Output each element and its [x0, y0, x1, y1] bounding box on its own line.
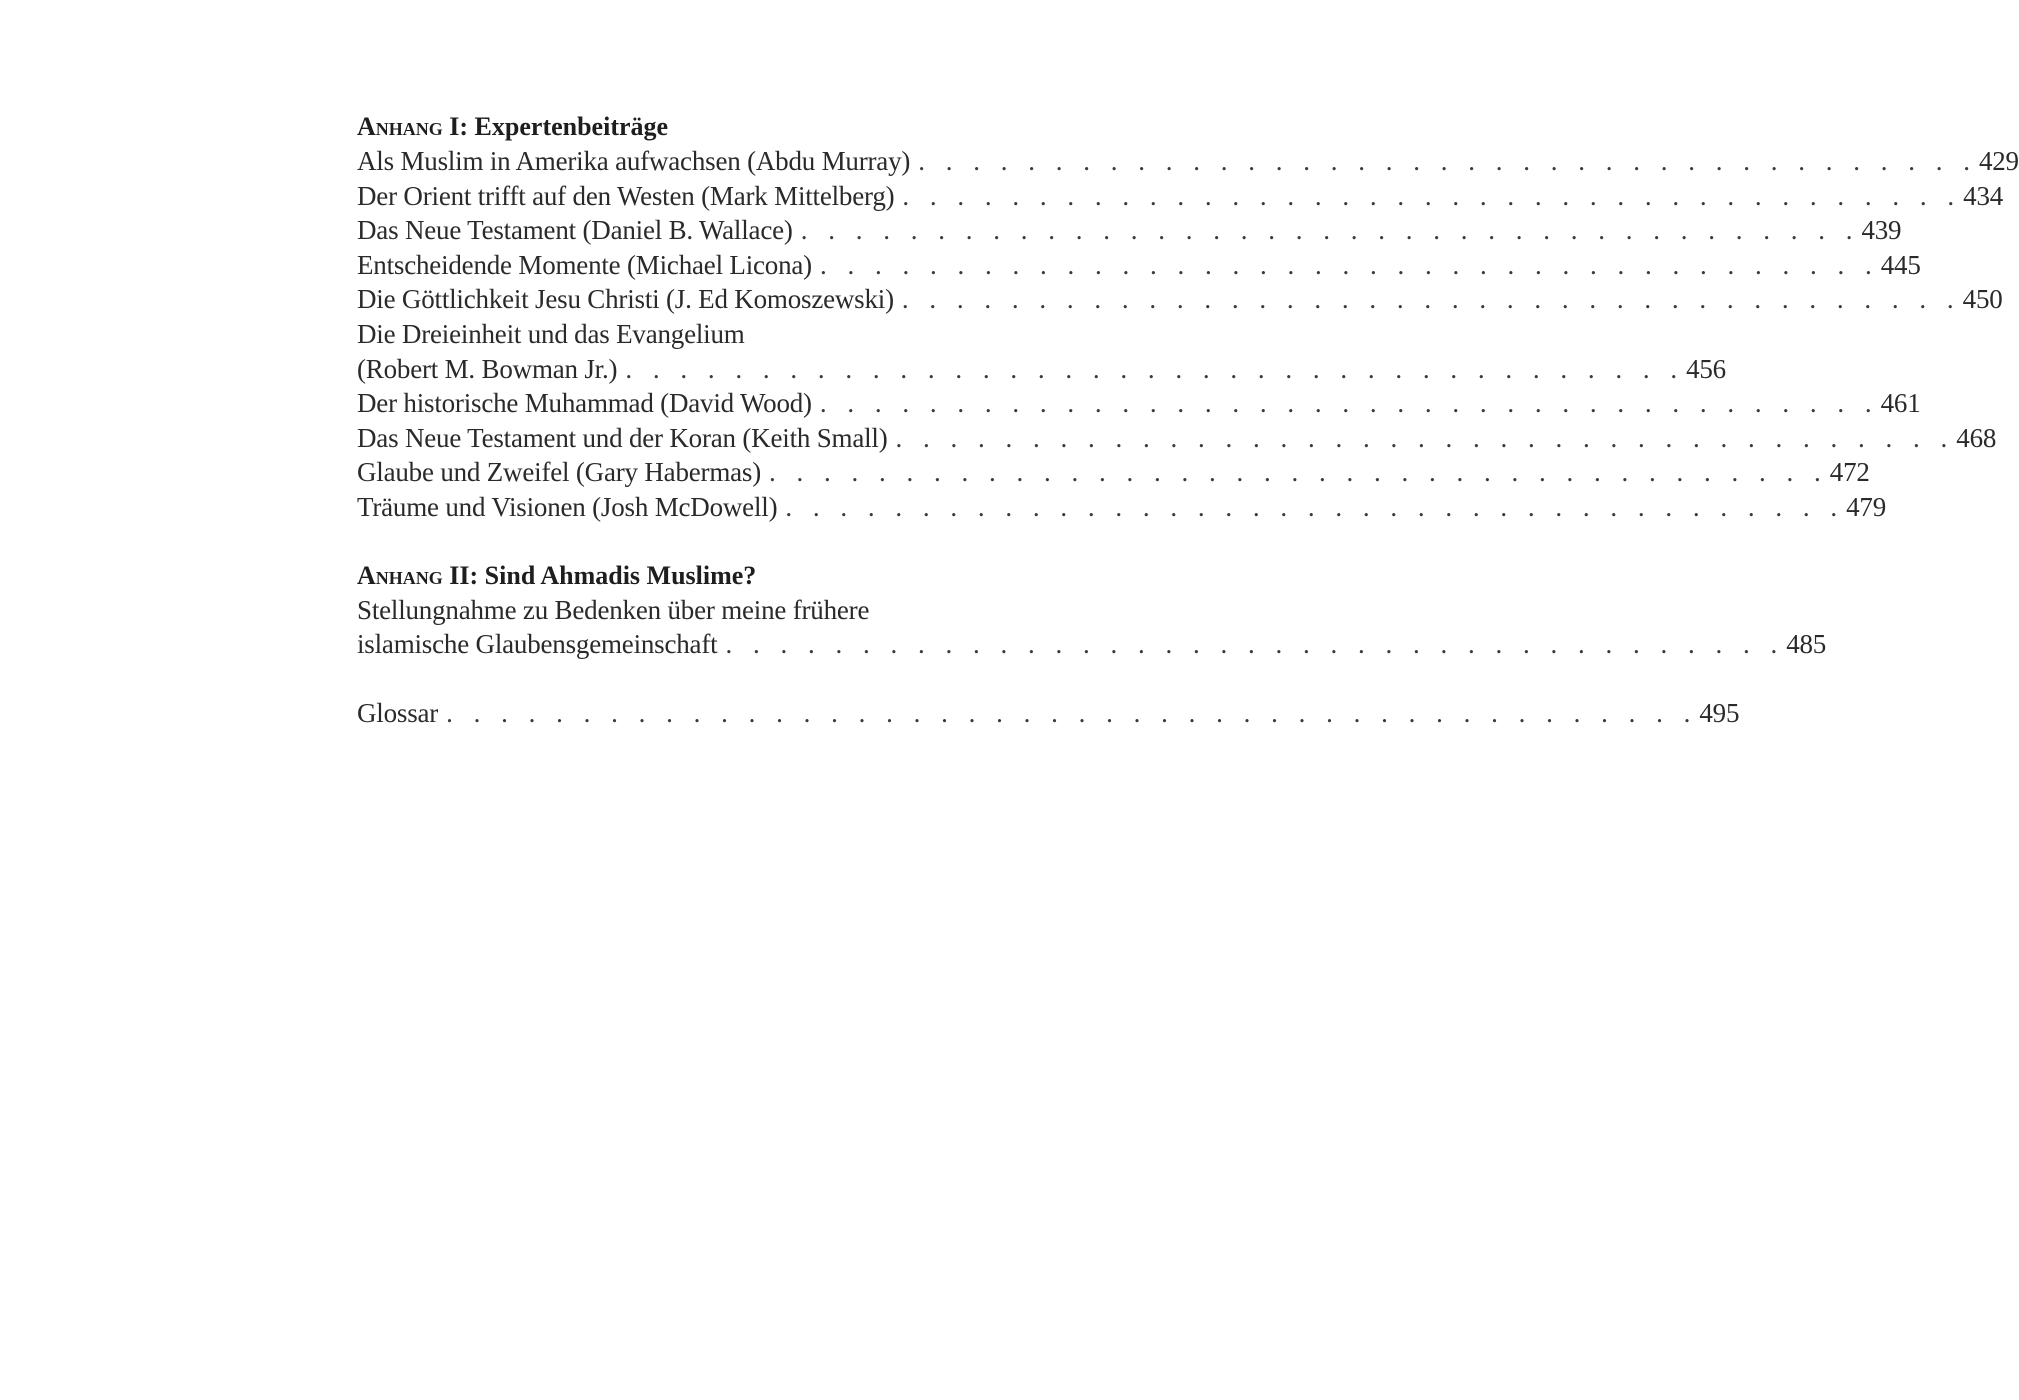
dot-leader: . . . . . . . . . . . . . . . . . . . . . . . . . . . . . . . . . . . . . . . — [800, 215, 1860, 246]
appendix-1-title: I: Expertenbeiträge — [442, 112, 669, 141]
toc-entry[interactable] — [357, 213, 1902, 248]
dot-leader: . . . . . . . . . . . . . . . . . . . . . . . . . . . . . . . . . . . . . . . — [819, 249, 1879, 280]
toc-entry-title: Glossar — [357, 696, 446, 731]
toc-entry-title: Als Muslim in Amerika aufwachsen (Abdu Murray) — [357, 144, 918, 179]
toc-entry[interactable] — [357, 352, 1726, 387]
toc-entry[interactable] — [357, 282, 2003, 317]
appendix-2-label: Anhang — [357, 560, 443, 590]
dot-leader: . . . . . . . . . . . . . . . . . . . . . . . . . . . . . . . . . . . . . . . . . . . . . . — [446, 697, 1698, 728]
toc-entry-page: 485 — [1786, 629, 1827, 660]
toc-entry-title: Das Neue Testament und der Koran (Keith Small) — [357, 421, 896, 456]
toc-entry[interactable] — [357, 455, 1870, 490]
section-spacer — [357, 662, 1069, 696]
dot-leader: . . . . . . . . . . . . . . . . . . . . . . . . . . . . . . . . . . . . . . . — [901, 284, 1961, 315]
toc-entry-page: 456 — [1686, 353, 1726, 384]
toc-entry-title-line1[interactable]: Stellungnahme zu Bedenken über meine frühere — [357, 594, 870, 625]
appendix-2-title: II: Sind Ahmadis Muslime? — [442, 560, 757, 590]
dot-leader: . . . . . . . . . . . . . . . . . . . . . . . . . . . . . . . . . . . . . . . — [918, 146, 1977, 176]
dot-leader: . . . . . . . . . . . . . . . . . . . . . . . . . . . . . . . . . . . . . . . — [769, 457, 1828, 488]
appendix-1-label: Anhang — [357, 112, 443, 141]
toc-entry-page: 479 — [1846, 491, 1887, 522]
toc-entry-page: 434 — [1963, 180, 2004, 211]
toc-entry-title: Der Orient trifft auf den Westen (Mark Mittelberg) — [357, 179, 902, 214]
toc-entry-title: Das Neue Testament (Daniel B. Wallace) — [357, 213, 801, 248]
dot-leader: . . . . . . . . . . . . . . . . . . . . . . . . . . . . . . . . . . . . . . . — [902, 180, 1962, 211]
appendix-2-heading — [357, 559, 1069, 593]
toc-entry-page: 439 — [1861, 215, 1902, 246]
toc-entry-title: Glaube und Zweifel (Gary Habermas) — [357, 455, 769, 490]
dot-leader: . . . . . . . . . . . . . . . . . . . . . . . . . . . . . . . . . . . . . . . — [895, 422, 1955, 453]
toc-entry-page: 472 — [1829, 457, 1870, 488]
toc-entry-page: 461 — [1880, 388, 1921, 419]
table-of-contents — [357, 110, 2019, 730]
toc-entry[interactable] — [357, 490, 1887, 525]
toc-entry[interactable] — [357, 179, 2004, 214]
toc-entry-page: 429 — [1978, 146, 2019, 176]
dot-leader: . . . . . . . . . . . . . . . . . . . . . . . . . . . . . . . . . . . . . . . — [625, 353, 1685, 384]
toc-entry-page: 468 — [1956, 422, 1997, 453]
toc-entry-title: Die Göttlichkeit Jesu Christi (J. Ed Komoszewski) — [357, 282, 902, 317]
toc-entry-title: Träume und Visionen (Josh McDowell) — [357, 490, 785, 525]
toc-entry-title: Der historische Muhammad (David Wood) — [357, 386, 820, 421]
toc-entry[interactable] — [357, 248, 1921, 283]
toc-entry-page: 495 — [1699, 697, 1740, 728]
dot-leader: . . . . . . . . . . . . . . . . . . . . . . . . . . . . . . . . . . . . . . . — [785, 491, 1845, 522]
appendix-1-heading — [357, 110, 1069, 144]
toc-entry-title-line1[interactable]: Die Dreieinheit und das Evangelium — [357, 318, 745, 349]
toc-entry-title: Entscheidende Momente (Michael Licona) — [357, 248, 820, 283]
dot-leader: . . . . . . . . . . . . . . . . . . . . . . . . . . . . . . . . . . . . . . . — [819, 388, 1879, 419]
toc-entry-page: 450 — [1962, 284, 2003, 315]
toc-entry[interactable] — [357, 627, 1827, 662]
toc-entry-title: (Robert M. Bowman Jr.) — [357, 352, 625, 387]
toc-entry-title: islamische Glaubensgemeinschaft — [357, 627, 725, 662]
toc-entry-page: 445 — [1880, 249, 1921, 280]
toc-entry[interactable] — [357, 421, 1997, 456]
dot-leader: . . . . . . . . . . . . . . . . . . . . . . . . . . . . . . . . . . . . . . . — [725, 629, 1785, 660]
section-spacer — [357, 525, 1069, 559]
toc-entry[interactable] — [357, 386, 1921, 421]
toc-entry-glossary[interactable] — [357, 696, 1740, 731]
toc-entry[interactable] — [357, 144, 2019, 179]
